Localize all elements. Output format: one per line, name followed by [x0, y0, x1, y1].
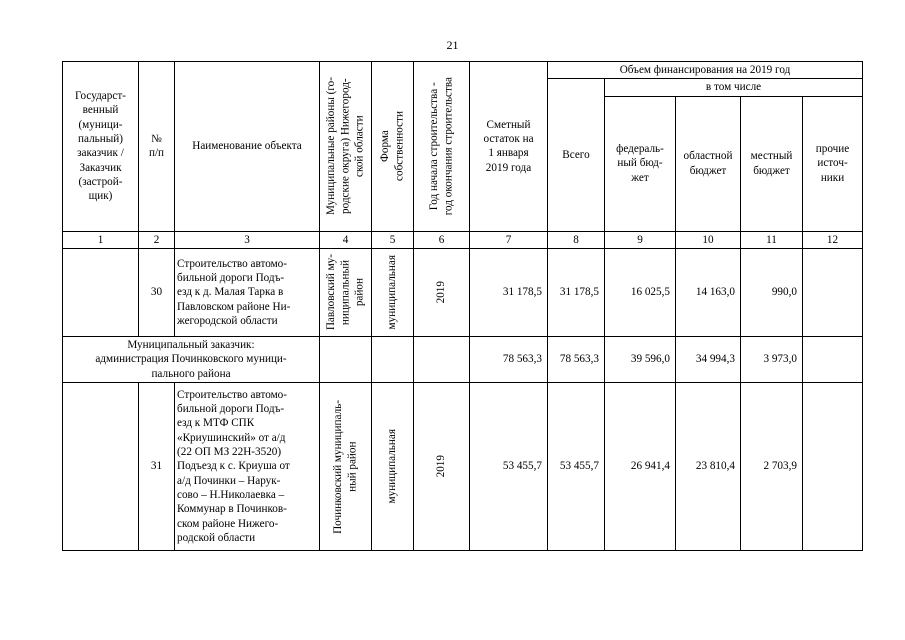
row31-district — [320, 382, 372, 550]
group-estimate: 78 563,3 — [470, 336, 548, 382]
header-including: в том числе — [605, 79, 863, 96]
col-number: 10 — [676, 231, 741, 248]
row31-number: 31 — [139, 382, 175, 550]
row30-other — [803, 248, 863, 336]
header-years — [414, 62, 470, 232]
row31-ownership-text: муниципальная — [386, 429, 399, 504]
row30-years — [414, 248, 470, 336]
row30-customer — [63, 248, 139, 336]
col-number: 12 — [803, 231, 863, 248]
group-regional: 34 994,3 — [676, 336, 741, 382]
group-empty — [320, 336, 372, 382]
header-total: Всего — [548, 79, 605, 231]
row30-federal: 16 025,5 — [605, 248, 676, 336]
col-number: 11 — [741, 231, 803, 248]
header-regional: областной бюджет — [676, 96, 741, 231]
header-object-name: Наименование объекта — [175, 62, 320, 232]
row30-local: 990,0 — [741, 248, 803, 336]
header-other: прочие источ- ники — [803, 96, 863, 231]
row31-federal: 26 941,4 — [605, 382, 676, 550]
row31-object-name: Строительство автомо- бильной дороги Подъ- езд к МТФ СПК «Криушинский» от а/д (22 ОП МЗ 22Н-3520) Подъезд к с. Криуша от а/д Починки – Нарук- сово – Н.Николаевка – Коммунар в Починков- ском районе Нижего- родской области — [175, 382, 320, 550]
row30-object-name: Строительство автомо- бильной дороги Подъ- езд к д. Малая Тарка в Павловском районе Ни- жегородской области — [175, 248, 320, 336]
column-numbers-row — [63, 231, 863, 248]
header-federal: федераль- ный бюд- жет — [605, 96, 676, 231]
row31-years — [414, 382, 470, 550]
row30-district-text: Павловский му- ниципальный район — [325, 254, 366, 331]
row30-years-text: 2019 — [435, 281, 448, 304]
row30-number: 30 — [139, 248, 175, 336]
col-number: 3 — [175, 231, 320, 248]
header-financing: Объем финансирования на 2019 год — [548, 62, 863, 79]
group-empty — [414, 336, 470, 382]
row31-district-text: Починковский муниципаль- ный район — [332, 399, 359, 534]
row31-estimate: 53 455,7 — [470, 382, 548, 550]
col-number: 1 — [63, 231, 139, 248]
page-number: 21 — [446, 38, 459, 52]
header-ownership-text: Форма собственности — [379, 111, 406, 182]
header-number: № п/п — [139, 62, 175, 232]
table-row — [63, 382, 863, 550]
group-total: 78 563,3 — [548, 336, 605, 382]
header-years-text: Год начала строительства - год окончания строительства — [428, 77, 455, 216]
row30-regional: 14 163,0 — [676, 248, 741, 336]
group-customer-label: Муниципальный заказчик: администрация Починковского муници- пального района — [63, 336, 320, 382]
group-federal: 39 596,0 — [605, 336, 676, 382]
row31-customer — [63, 382, 139, 550]
col-number: 9 — [605, 231, 676, 248]
col-number: 4 — [320, 231, 372, 248]
financing-table — [62, 61, 863, 551]
row30-total: 31 178,5 — [548, 248, 605, 336]
group-empty — [372, 336, 414, 382]
group-other — [803, 336, 863, 382]
row30-ownership — [372, 248, 414, 336]
header-districts-text: Муниципальные районы (го- родские округа) Нижегород- ской области — [325, 77, 366, 216]
row31-total: 53 455,7 — [548, 382, 605, 550]
row31-years-text: 2019 — [435, 455, 448, 478]
row30-district — [320, 248, 372, 336]
col-number: 6 — [414, 231, 470, 248]
group-local: 3 973,0 — [741, 336, 803, 382]
header-local: местный бюджет — [741, 96, 803, 231]
row31-other — [803, 382, 863, 550]
header-estimate: Сметный остаток на 1 января 2019 года — [470, 62, 548, 232]
col-number: 8 — [548, 231, 605, 248]
table-row — [63, 248, 863, 336]
col-number: 7 — [470, 231, 548, 248]
row30-estimate: 31 178,5 — [470, 248, 548, 336]
col-number: 5 — [372, 231, 414, 248]
row31-regional: 23 810,4 — [676, 382, 741, 550]
row31-ownership — [372, 382, 414, 550]
col-number: 2 — [139, 231, 175, 248]
row30-ownership-text: муниципальная — [386, 255, 399, 330]
header-districts — [320, 62, 372, 232]
row31-local: 2 703,9 — [741, 382, 803, 550]
header-ownership — [372, 62, 414, 232]
group-row — [63, 336, 863, 382]
header-customer: Государст- венный (муници- пальный) заказчик / Заказчик (застрой- щик) — [63, 62, 139, 232]
